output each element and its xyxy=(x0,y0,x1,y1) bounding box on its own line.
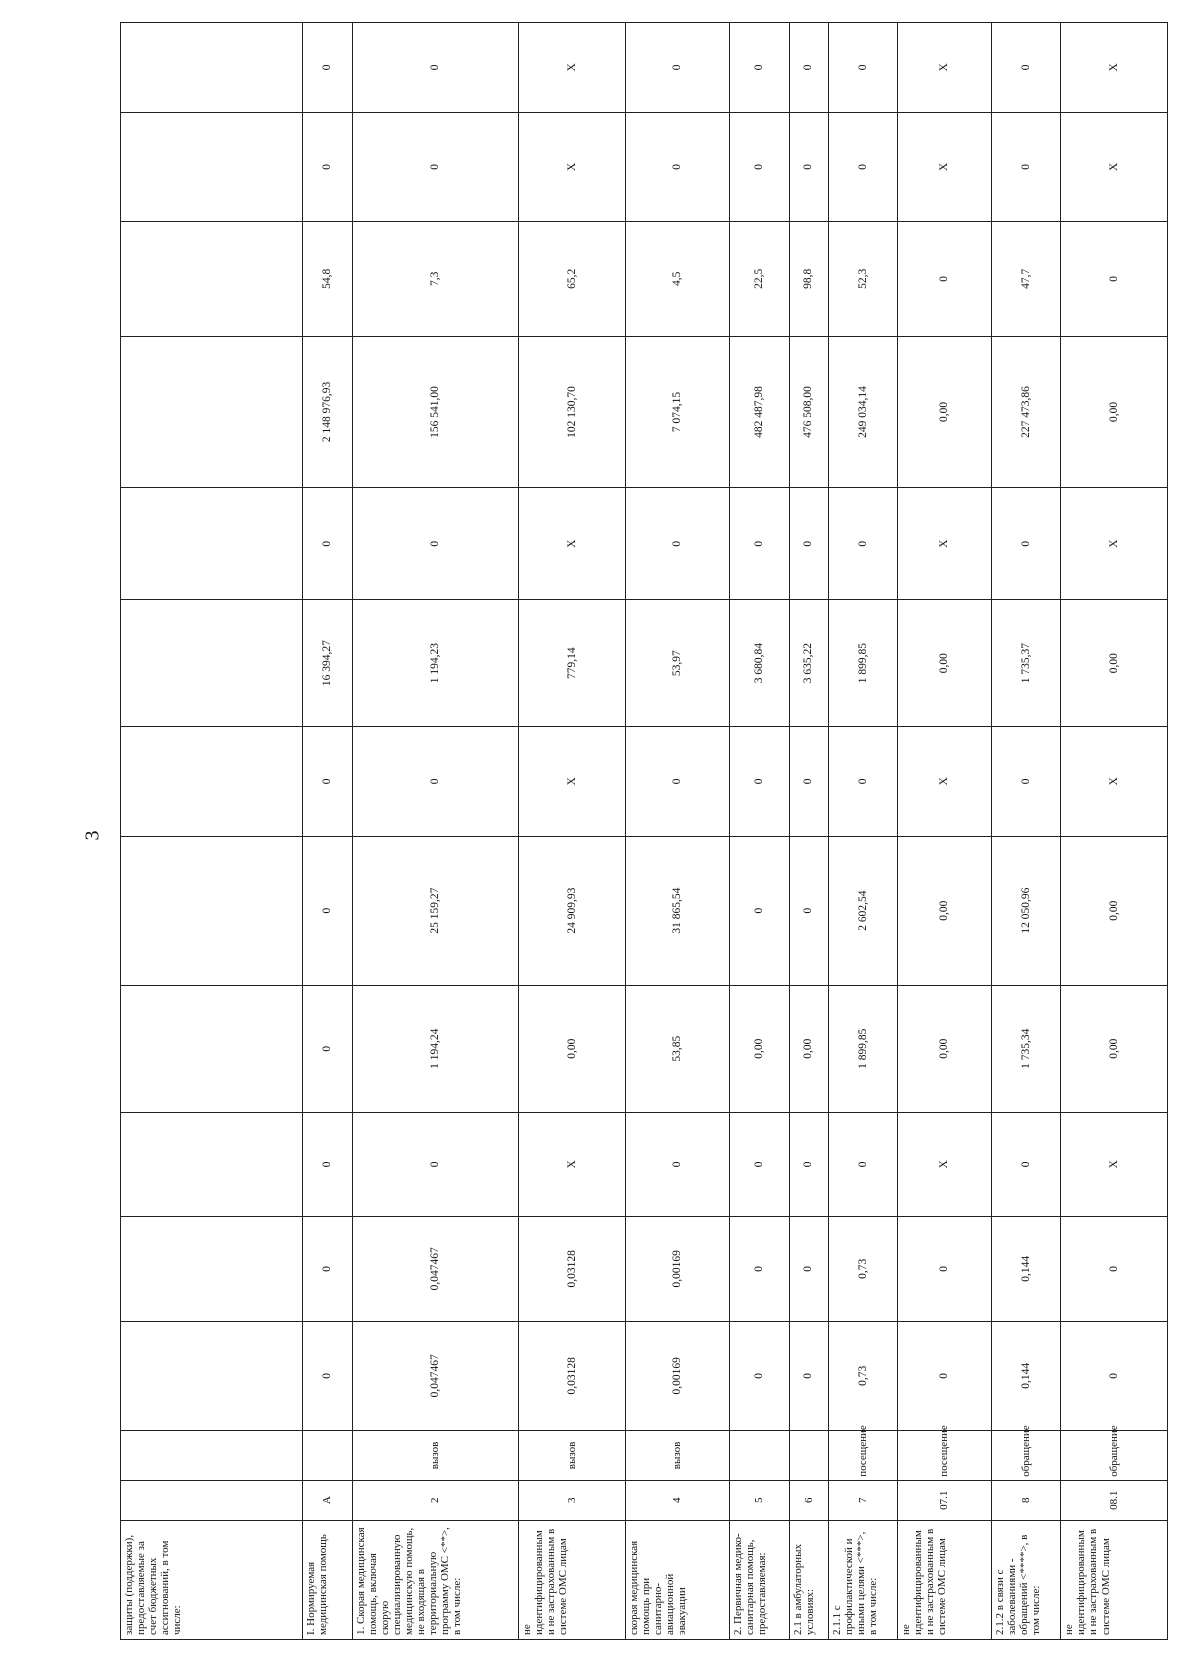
value-cell: 0 xyxy=(303,1321,352,1430)
value-cell: 1 194,24 xyxy=(352,985,519,1112)
value-cell: 0 xyxy=(352,1112,519,1216)
value-cell: 3 635,22 xyxy=(789,600,828,727)
value-cell: 2 602,54 xyxy=(828,836,897,985)
row-code-cell: 5 xyxy=(729,1480,789,1520)
row-code-cell: 8 xyxy=(991,1480,1060,1520)
value-cell: 0 xyxy=(898,222,992,336)
value-cell: 31 865,54 xyxy=(625,836,729,985)
value-cell: 0 xyxy=(729,1321,789,1430)
row-code-cell: 07.1 xyxy=(898,1480,992,1520)
value-cell: 102 130,70 xyxy=(519,336,626,488)
value-cell: 0 xyxy=(789,112,828,221)
value-cell: 0 xyxy=(991,112,1060,221)
value-cell: 0 xyxy=(303,985,352,1112)
value-cell: 0 xyxy=(828,1112,897,1216)
value-cell: 0 xyxy=(303,112,352,221)
value-cell xyxy=(121,336,303,488)
value-cell: 0,00 xyxy=(1061,336,1168,488)
row-code-cell: 6 xyxy=(789,1480,828,1520)
value-cell: 1 735,37 xyxy=(991,600,1060,727)
value-cell xyxy=(121,112,303,221)
value-cell: X xyxy=(898,727,992,836)
row-unit-cell: вызов xyxy=(625,1431,729,1481)
row-name-cell: 2.1.1 с профилактической и иными целями <***>, в том числе: xyxy=(828,1520,897,1639)
value-cell: X xyxy=(898,1112,992,1216)
row-code-cell xyxy=(121,1480,303,1520)
row-name-cell: не идентифицированным и не застрахованным в системе ОМС лицам xyxy=(1061,1520,1168,1639)
value-cell: 0 xyxy=(789,1321,828,1430)
value-cell: X xyxy=(1061,1112,1168,1216)
value-cell: 0 xyxy=(625,1112,729,1216)
value-cell: 0 xyxy=(729,1112,789,1216)
value-cell: 4,5 xyxy=(625,222,729,336)
value-cell: X xyxy=(519,112,626,221)
value-cell: 53,85 xyxy=(625,985,729,1112)
value-cell xyxy=(121,1112,303,1216)
value-cell: 0,144 xyxy=(991,1217,1060,1321)
row-name-cell: не идентифицированным и не застрахованным в системе ОМС лицам xyxy=(519,1520,626,1639)
value-cell: 0 xyxy=(625,488,729,600)
value-cell xyxy=(121,488,303,600)
table-row xyxy=(729,23,789,1640)
row-unit-cell xyxy=(121,1431,303,1481)
value-cell: 54,8 xyxy=(303,222,352,336)
value-cell: 482 487,98 xyxy=(729,336,789,488)
value-cell: 1 899,85 xyxy=(828,600,897,727)
value-cell: 0 xyxy=(352,23,519,113)
value-cell: 0,00 xyxy=(1061,600,1168,727)
value-cell: 98,8 xyxy=(789,222,828,336)
row-unit-cell: обращение xyxy=(1061,1431,1168,1481)
value-cell: 779,14 xyxy=(519,600,626,727)
value-cell: 0,03128 xyxy=(519,1321,626,1430)
value-cell: 0 xyxy=(729,836,789,985)
value-cell: X xyxy=(1061,488,1168,600)
value-cell: 0 xyxy=(625,727,729,836)
value-cell: 0 xyxy=(303,1217,352,1321)
value-cell: 0 xyxy=(729,727,789,836)
value-cell: X xyxy=(898,23,992,113)
value-cell: 227 473,86 xyxy=(991,336,1060,488)
value-cell xyxy=(121,600,303,727)
table-row xyxy=(352,23,519,1640)
value-cell xyxy=(121,836,303,985)
value-cell: 0,03128 xyxy=(519,1217,626,1321)
value-cell xyxy=(121,222,303,336)
value-cell: 0 xyxy=(1061,1217,1168,1321)
value-cell: 0 xyxy=(729,1217,789,1321)
table-row xyxy=(991,23,1060,1640)
value-cell xyxy=(121,985,303,1112)
row-code-cell: 7 xyxy=(828,1480,897,1520)
row-code-cell: 3 xyxy=(519,1480,626,1520)
value-cell: 0 xyxy=(898,1321,992,1430)
value-cell: 7,3 xyxy=(352,222,519,336)
row-unit-cell xyxy=(303,1431,352,1481)
value-cell: 0 xyxy=(828,112,897,221)
table-row xyxy=(303,23,352,1640)
value-cell: 1 735,34 xyxy=(991,985,1060,1112)
value-cell: 0 xyxy=(303,488,352,600)
value-cell: 156 541,00 xyxy=(352,336,519,488)
value-cell: 0 xyxy=(729,23,789,113)
value-cell: 0 xyxy=(789,23,828,113)
value-cell: 0 xyxy=(789,1217,828,1321)
value-cell: 0 xyxy=(789,727,828,836)
value-cell: 0 xyxy=(789,1112,828,1216)
value-cell: 25 159,27 xyxy=(352,836,519,985)
value-cell: 0 xyxy=(789,836,828,985)
value-cell: 0,00 xyxy=(898,836,992,985)
value-cell: 0,00 xyxy=(519,985,626,1112)
value-cell: 0 xyxy=(828,727,897,836)
value-cell: 0 xyxy=(729,112,789,221)
value-cell: 0 xyxy=(991,727,1060,836)
row-unit-cell: вызов xyxy=(352,1431,519,1481)
row-name-cell: не идентифицированным и не застрахованным в системе ОМС лицам xyxy=(898,1520,992,1639)
value-cell: 476 508,00 xyxy=(789,336,828,488)
value-cell: 0 xyxy=(828,488,897,600)
value-cell: 249 034,14 xyxy=(828,336,897,488)
row-name-cell: скорая медицинская помощь при санитарно-авиационной эвакуации xyxy=(625,1520,729,1639)
value-cell: 7 074,15 xyxy=(625,336,729,488)
table-row xyxy=(121,23,303,1640)
value-cell xyxy=(121,1321,303,1430)
table-row xyxy=(898,23,992,1640)
row-code-cell: 4 xyxy=(625,1480,729,1520)
row-unit-cell: посещение xyxy=(828,1431,897,1481)
value-cell: 0,00 xyxy=(1061,985,1168,1112)
value-cell: 12 050,96 xyxy=(991,836,1060,985)
value-cell: X xyxy=(898,488,992,600)
row-name-cell: 1. Скорая медицинская помощь, включая скорую специализированную медицинскую помощь, не входящая в территориальную программу ОМС <**>, в том числе: xyxy=(352,1520,519,1639)
table-row xyxy=(1061,23,1168,1640)
value-cell: 0,047467 xyxy=(352,1217,519,1321)
value-cell: 0,00169 xyxy=(625,1321,729,1430)
page-number: 3 xyxy=(81,830,104,841)
value-cell: 1 899,85 xyxy=(828,985,897,1112)
value-cell: 1 194,23 xyxy=(352,600,519,727)
row-name-cell: 2.1 в амбулаторных условиях: xyxy=(789,1520,828,1639)
value-cell: 0 xyxy=(991,488,1060,600)
row-unit-cell xyxy=(789,1431,828,1481)
value-cell: 0,00 xyxy=(729,985,789,1112)
value-cell: 0 xyxy=(898,1217,992,1321)
value-cell: X xyxy=(519,488,626,600)
value-cell: 65,2 xyxy=(519,222,626,336)
value-cell xyxy=(121,727,303,836)
value-cell: 0 xyxy=(352,488,519,600)
value-cell: 0 xyxy=(303,727,352,836)
value-cell: 0,73 xyxy=(828,1321,897,1430)
value-cell: 3 680,84 xyxy=(729,600,789,727)
table-row xyxy=(519,23,626,1640)
value-cell: 0 xyxy=(991,23,1060,113)
value-cell: 0 xyxy=(789,488,828,600)
value-cell: X xyxy=(898,112,992,221)
row-code-cell: А xyxy=(303,1480,352,1520)
value-cell: 0,00 xyxy=(1061,836,1168,985)
value-cell: X xyxy=(1061,23,1168,113)
value-cell: 0 xyxy=(303,836,352,985)
row-name-cell: защиты (поддержки), предоставляемые за счет бюджетных ассигнований, в том числе: xyxy=(121,1520,303,1639)
value-cell: 0 xyxy=(828,23,897,113)
value-cell xyxy=(121,1217,303,1321)
row-code-cell: 08.1 xyxy=(1061,1480,1168,1520)
value-cell: 0,047467 xyxy=(352,1321,519,1430)
value-cell: 0 xyxy=(303,23,352,113)
value-cell: 0 xyxy=(1061,1321,1168,1430)
table-row xyxy=(625,23,729,1640)
value-cell: 47,7 xyxy=(991,222,1060,336)
row-name-cell: 2. Первичная медико-санитарная помощь, предоставляемая: xyxy=(729,1520,789,1639)
row-unit-cell: обращение xyxy=(991,1431,1060,1481)
value-cell: 0 xyxy=(303,1112,352,1216)
value-cell: 0,00 xyxy=(789,985,828,1112)
value-cell: 0,73 xyxy=(828,1217,897,1321)
value-cell: 0 xyxy=(625,112,729,221)
value-cell: 24 909,93 xyxy=(519,836,626,985)
value-cell: 22,5 xyxy=(729,222,789,336)
value-cell: 0 xyxy=(729,488,789,600)
value-cell: 0,144 xyxy=(991,1321,1060,1430)
rotated-table-container xyxy=(120,22,1168,1640)
value-cell: 0,00 xyxy=(898,600,992,727)
value-cell: 0 xyxy=(991,1112,1060,1216)
value-cell: 16 394,27 xyxy=(303,600,352,727)
value-cell: X xyxy=(519,23,626,113)
value-cell xyxy=(121,23,303,113)
value-cell: 0 xyxy=(625,23,729,113)
row-name-cell: 2.1.2 в связи с заболеваниями - обращений <****>, в том числе: xyxy=(991,1520,1060,1639)
value-cell: X xyxy=(519,1112,626,1216)
value-cell: 0 xyxy=(1061,222,1168,336)
value-cell: 0,00 xyxy=(898,336,992,488)
table-row xyxy=(828,23,897,1640)
value-cell: 2 148 976,93 xyxy=(303,336,352,488)
value-cell: X xyxy=(1061,112,1168,221)
value-cell: X xyxy=(1061,727,1168,836)
row-name-cell: I. Нормируемая медицинская помощь xyxy=(303,1520,352,1639)
value-cell: 0,00169 xyxy=(625,1217,729,1321)
row-code-cell: 2 xyxy=(352,1480,519,1520)
value-cell: 53,97 xyxy=(625,600,729,727)
table-row xyxy=(789,23,828,1640)
value-cell: X xyxy=(519,727,626,836)
value-cell: 0 xyxy=(352,112,519,221)
row-unit-cell: посещение xyxy=(898,1431,992,1481)
value-cell: 0 xyxy=(352,727,519,836)
value-cell: 0,00 xyxy=(898,985,992,1112)
row-unit-cell: вызов xyxy=(519,1431,626,1481)
financial-table xyxy=(120,22,1168,1640)
row-unit-cell xyxy=(729,1431,789,1481)
value-cell: 52,3 xyxy=(828,222,897,336)
